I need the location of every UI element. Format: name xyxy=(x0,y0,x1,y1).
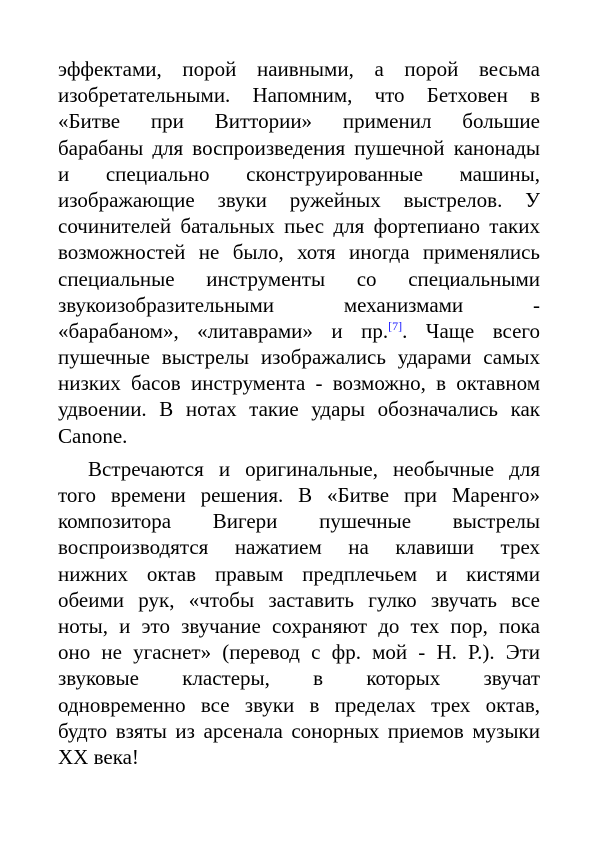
text-line-with-footnote xyxy=(58,318,540,344)
text-line: Canone. xyxy=(58,423,128,448)
text-line: будто взяты из арсенала сонорных приемов музыки xyxy=(58,718,540,743)
text-line: одновременно все звуки в пределах трех октав, xyxy=(58,692,540,717)
text-line: нижних октав правым предплечьем и кистями xyxy=(58,561,540,586)
text-line: Встречаются и оригинальные, необычные для xyxy=(88,456,540,481)
text-line: звуковые кластеры, в которых звучат xyxy=(58,666,540,691)
text-segment: «барабаном», «литаврами» и пр. xyxy=(58,318,389,343)
text-line: барабаны для воспроизведения пушечной канонады xyxy=(58,135,540,160)
text-line: эффектами, порой наивными, а порой весьма xyxy=(58,57,540,81)
text-line: XX века! xyxy=(58,744,139,769)
document-page xyxy=(58,56,540,770)
text-line: композитора Вигери пушечные выстрелы xyxy=(58,509,540,534)
text-line: ноты, и это звучание сохраняют до тех пор, пока xyxy=(58,613,540,638)
paragraph-2 xyxy=(58,456,540,770)
text-line: звукоизобразительными механизмами - xyxy=(58,292,540,317)
text-line: и специально сконструированные машины, xyxy=(58,161,540,186)
text-line: «Битве при Виттории» применил большие xyxy=(58,109,540,134)
text-line: удвоении. В нотах такие удары обозначались как xyxy=(58,397,540,422)
text-line: воспроизводятся нажатием на клавиши трех xyxy=(58,535,540,560)
text-line: сочинителей батальных пьес для фортепиано таких xyxy=(58,214,540,239)
text-line: изображающие звуки ружейных выстрелов. У xyxy=(58,187,540,212)
paragraph-1 xyxy=(58,56,540,449)
text-line: обеими рук, «чтобы заставить гулко звучать все xyxy=(58,587,540,612)
text-line: низких басов инструмента - возможно, в октавном xyxy=(58,371,540,396)
text-line: того времени решения. В «Битве при Маренго» xyxy=(58,483,540,507)
footnote-reference-link[interactable]: [7] xyxy=(388,318,403,333)
text-line: пушечные выстрелы изображались ударами самых xyxy=(58,345,540,370)
text-segment: . Чаще всего xyxy=(402,318,541,343)
text-line: возможностей не было, хотя иногда применялись xyxy=(58,240,540,265)
text-line: оно не угаснет» (перевод с фр. мой - Н. Р.). Эти xyxy=(58,640,540,665)
text-line: изобретательными. Напомним, что Бетховен в xyxy=(58,83,540,108)
text-line: специальные инструменты со специальными xyxy=(58,266,540,291)
